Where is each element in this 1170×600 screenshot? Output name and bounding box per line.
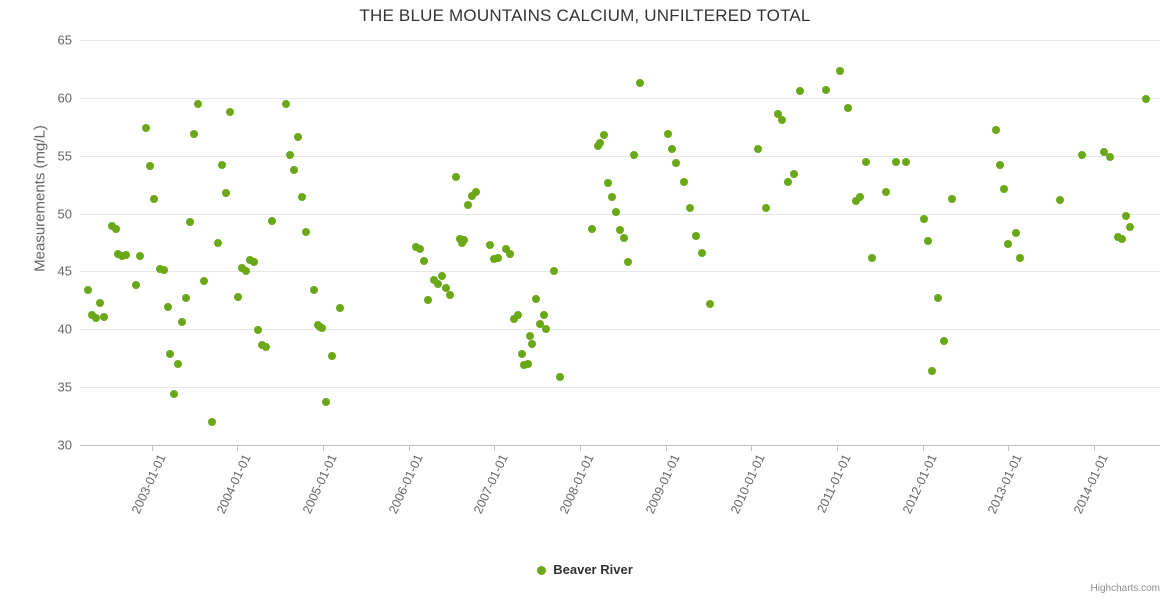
data-point[interactable] <box>234 293 242 301</box>
data-point[interactable] <box>1000 185 1008 193</box>
data-point[interactable] <box>784 178 792 186</box>
data-point[interactable] <box>250 258 258 266</box>
x-tick-mark <box>152 445 153 451</box>
data-point[interactable] <box>178 318 186 326</box>
data-point[interactable] <box>636 79 644 87</box>
data-point[interactable] <box>844 104 852 112</box>
y-tick-label: 60 <box>57 90 72 106</box>
y-tick-label: 30 <box>57 437 72 453</box>
data-point[interactable] <box>146 162 154 170</box>
data-point[interactable] <box>1118 235 1126 243</box>
data-point[interactable] <box>1142 95 1150 103</box>
x-tick-mark <box>237 445 238 451</box>
data-point[interactable] <box>160 266 168 274</box>
x-tick-label: 2003-01-01 <box>128 452 169 516</box>
data-point[interactable] <box>608 193 616 201</box>
data-point[interactable] <box>1078 151 1086 159</box>
gridline <box>80 387 1160 388</box>
data-point[interactable] <box>446 291 454 299</box>
data-point[interactable] <box>902 158 910 166</box>
data-point[interactable] <box>84 286 92 294</box>
data-point[interactable] <box>286 151 294 159</box>
data-point[interactable] <box>856 193 864 201</box>
x-tick-mark <box>923 445 924 451</box>
x-tick-label: 2009-01-01 <box>642 452 683 516</box>
data-point[interactable] <box>528 340 536 348</box>
data-point[interactable] <box>754 145 762 153</box>
y-tick-label: 65 <box>57 32 72 48</box>
y-axis-tick-labels <box>0 32 72 453</box>
data-point[interactable] <box>934 294 942 302</box>
data-point[interactable] <box>166 350 174 358</box>
data-point[interactable] <box>924 237 932 245</box>
data-point[interactable] <box>222 189 230 197</box>
data-point[interactable] <box>862 158 870 166</box>
data-point[interactable] <box>524 360 532 368</box>
gridline <box>80 98 1160 99</box>
y-tick-label: 55 <box>57 148 72 164</box>
x-tick-label: 2012-01-01 <box>899 452 940 516</box>
data-point[interactable] <box>1016 254 1024 262</box>
data-point[interactable] <box>600 131 608 139</box>
data-point[interactable] <box>940 337 948 345</box>
data-point[interactable] <box>494 254 502 262</box>
data-point[interactable] <box>556 373 564 381</box>
data-point[interactable] <box>796 87 804 95</box>
data-point[interactable] <box>992 126 1000 134</box>
data-point[interactable] <box>214 239 222 247</box>
data-point[interactable] <box>588 225 596 233</box>
data-point[interactable] <box>100 313 108 321</box>
x-axis-line <box>80 445 1160 446</box>
data-point[interactable] <box>194 100 202 108</box>
data-point[interactable] <box>424 296 432 304</box>
data-point[interactable] <box>282 100 290 108</box>
data-point[interactable] <box>336 304 344 312</box>
data-point[interactable] <box>420 257 428 265</box>
data-point[interactable] <box>1056 196 1064 204</box>
x-tick-mark <box>1094 445 1095 451</box>
data-point[interactable] <box>630 151 638 159</box>
data-point[interactable] <box>226 108 234 116</box>
data-point[interactable] <box>438 272 446 280</box>
x-tick-label: 2014-01-01 <box>1070 452 1111 516</box>
data-point[interactable] <box>822 86 830 94</box>
data-point[interactable] <box>616 226 624 234</box>
gridline <box>80 156 1160 157</box>
data-point[interactable] <box>290 166 298 174</box>
data-point[interactable] <box>268 217 276 225</box>
data-point[interactable] <box>92 314 100 322</box>
data-point[interactable] <box>416 245 424 253</box>
credits-label: Highcharts.com <box>1090 583 1160 594</box>
data-point[interactable] <box>518 350 526 358</box>
data-point[interactable] <box>302 228 310 236</box>
data-point[interactable] <box>472 188 480 196</box>
y-tick-label: 45 <box>57 263 72 279</box>
data-point[interactable] <box>624 258 632 266</box>
data-point[interactable] <box>778 116 786 124</box>
chart-title: THE BLUE MOUNTAINS CALCIUM, UNFILTERED TOTAL <box>359 6 811 25</box>
data-point[interactable] <box>242 267 250 275</box>
data-point[interactable] <box>132 281 140 289</box>
data-point[interactable] <box>762 204 770 212</box>
data-point[interactable] <box>318 324 326 332</box>
data-point[interactable] <box>612 208 620 216</box>
data-point[interactable] <box>464 201 472 209</box>
data-point[interactable] <box>664 130 672 138</box>
y-tick-label: 35 <box>57 379 72 395</box>
y-tick-label: 50 <box>57 206 72 222</box>
gridline <box>80 214 1160 215</box>
data-point[interactable] <box>262 343 270 351</box>
legend-marker-beaver-river <box>537 566 546 575</box>
data-point[interactable] <box>1122 212 1130 220</box>
data-point[interactable] <box>486 241 494 249</box>
data-point[interactable] <box>620 234 628 242</box>
x-tick-mark <box>409 445 410 451</box>
data-point[interactable] <box>200 277 208 285</box>
data-point[interactable] <box>550 267 558 275</box>
data-point[interactable] <box>164 303 172 311</box>
data-point[interactable] <box>882 188 890 196</box>
x-tick-label: 2011-01-01 <box>814 452 854 516</box>
data-point[interactable] <box>526 332 534 340</box>
data-point[interactable] <box>928 367 936 375</box>
x-tick-mark <box>666 445 667 451</box>
data-point[interactable] <box>328 352 336 360</box>
x-tick-label: 2007-01-01 <box>470 452 511 516</box>
x-tick-mark <box>580 445 581 451</box>
data-point[interactable] <box>540 311 548 319</box>
data-point[interactable] <box>680 178 688 186</box>
data-point[interactable] <box>996 161 1004 169</box>
data-point[interactable] <box>1106 153 1114 161</box>
data-point[interactable] <box>1012 229 1020 237</box>
x-tick-mark <box>323 445 324 451</box>
x-tick-mark <box>751 445 752 451</box>
data-point[interactable] <box>254 326 262 334</box>
x-tick-mark <box>1008 445 1009 451</box>
gridline <box>80 329 1160 330</box>
data-point[interactable] <box>698 249 706 257</box>
x-tick-label: 2005-01-01 <box>299 452 340 516</box>
data-point[interactable] <box>706 300 714 308</box>
data-point[interactable] <box>170 390 178 398</box>
data-point[interactable] <box>96 299 104 307</box>
x-tick-mark <box>494 445 495 451</box>
data-point[interactable] <box>310 286 318 294</box>
data-point[interactable] <box>294 133 302 141</box>
data-point[interactable] <box>506 250 514 258</box>
plot-area <box>80 40 1160 445</box>
legend-item-beaver-river[interactable]: Beaver River <box>553 562 633 577</box>
data-point[interactable] <box>218 161 226 169</box>
data-point[interactable] <box>868 254 876 262</box>
data-point[interactable] <box>182 294 190 302</box>
data-point[interactable] <box>948 195 956 203</box>
data-point[interactable] <box>142 124 150 132</box>
data-point[interactable] <box>1126 223 1134 231</box>
data-point[interactable] <box>672 159 680 167</box>
data-point[interactable] <box>136 252 144 260</box>
data-point[interactable] <box>460 236 468 244</box>
x-tick-mark <box>837 445 838 451</box>
data-point[interactable] <box>186 218 194 226</box>
data-point[interactable] <box>190 130 198 138</box>
data-point[interactable] <box>122 251 130 259</box>
x-tick-label: 2008-01-01 <box>556 452 597 516</box>
gridline <box>80 40 1160 41</box>
data-point[interactable] <box>596 139 604 147</box>
data-point[interactable] <box>174 360 182 368</box>
x-tick-label: 2013-01-01 <box>984 452 1025 516</box>
data-point[interactable] <box>1004 240 1012 248</box>
y-axis-title: Measurements (mg/L) <box>31 125 49 272</box>
data-point[interactable] <box>532 295 540 303</box>
data-point[interactable] <box>604 179 612 187</box>
data-point[interactable] <box>686 204 694 212</box>
data-point[interactable] <box>208 418 216 426</box>
data-point[interactable] <box>298 193 306 201</box>
data-point[interactable] <box>452 173 460 181</box>
x-tick-label: 2004-01-01 <box>213 452 254 516</box>
data-point[interactable] <box>892 158 900 166</box>
data-point[interactable] <box>920 215 928 223</box>
y-tick-label: 40 <box>57 321 72 337</box>
data-point[interactable] <box>692 232 700 240</box>
x-tick-label: 2010-01-01 <box>727 452 768 516</box>
x-axis-tick-labels <box>0 452 1170 562</box>
data-point[interactable] <box>668 145 676 153</box>
data-point[interactable] <box>514 311 522 319</box>
data-point[interactable] <box>836 67 844 75</box>
chart-legend[interactable] <box>0 562 1170 577</box>
x-tick-label: 2006-01-01 <box>385 452 426 516</box>
data-point[interactable] <box>434 280 442 288</box>
data-point[interactable] <box>542 325 550 333</box>
data-point[interactable] <box>150 195 158 203</box>
data-point[interactable] <box>112 225 120 233</box>
data-point[interactable] <box>790 170 798 178</box>
data-point[interactable] <box>322 398 330 406</box>
